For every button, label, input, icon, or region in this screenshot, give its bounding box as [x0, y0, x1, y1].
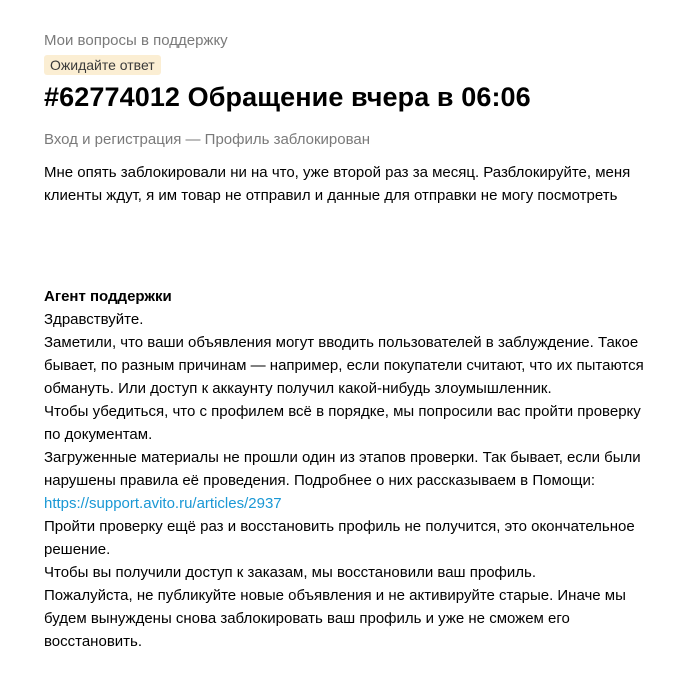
- agent-reply: [44, 285, 654, 653]
- agent-reply-paragraph: Чтобы вы получили доступ к заказам, мы восстановили ваш профиль.: [44, 564, 537, 581]
- agent-reply-paragraph: Пожалуйста, не публикуйте новые объявления и не активируйте старые. Иначе мы будем вынуждены снова заблокировать ваш профиль и уже не сможем его восстановить.: [44, 587, 626, 650]
- help-article-link[interactable]: https://support.avito.ru/articles/2937: [44, 495, 282, 512]
- agent-reply-paragraph: Заметили, что ваши объявления могут вводить пользователей в заблуждение. Такое бывает, по разным причинам — например, если покупатели считают, что их пытаются обмануть. Или доступ к аккаунту получил какой-нибудь злоумышленник.: [44, 334, 644, 397]
- agent-reply-author: Агент поддержки: [44, 288, 172, 305]
- breadcrumb-my-support-questions[interactable]: Мои вопросы в поддержку: [44, 32, 228, 49]
- agent-reply-paragraph: Пройти проверку ещё раз и восстановить профиль не получится, это окончательное решение.: [44, 518, 635, 558]
- status-badge: Ожидайте ответ: [44, 55, 161, 75]
- agent-reply-paragraph-text: Загруженные материалы не прошли один из этапов проверки. Так бывает, если были нарушены правила её проведения. Подробнее о них рассказываем в Помощи:: [44, 449, 641, 489]
- agent-reply-paragraph-with-link: [44, 446, 654, 515]
- ticket-category: Вход и регистрация — Профиль заблокирован: [44, 131, 371, 148]
- agent-reply-paragraph: Чтобы убедиться, что с профилем всё в порядке, мы попросили вас пройти проверку по документам.: [44, 403, 641, 443]
- agent-reply-greeting: Здравствуйте.: [44, 311, 144, 328]
- page-title: #62774012 Обращение вчера в 06:06: [44, 82, 531, 112]
- user-message: Мне опять заблокировали ни на что, уже второй раз за месяц. Разблокируйте, меня клиенты ждут, я им товар не отправил и данные для отправки не могу посмотреть: [44, 164, 631, 204]
